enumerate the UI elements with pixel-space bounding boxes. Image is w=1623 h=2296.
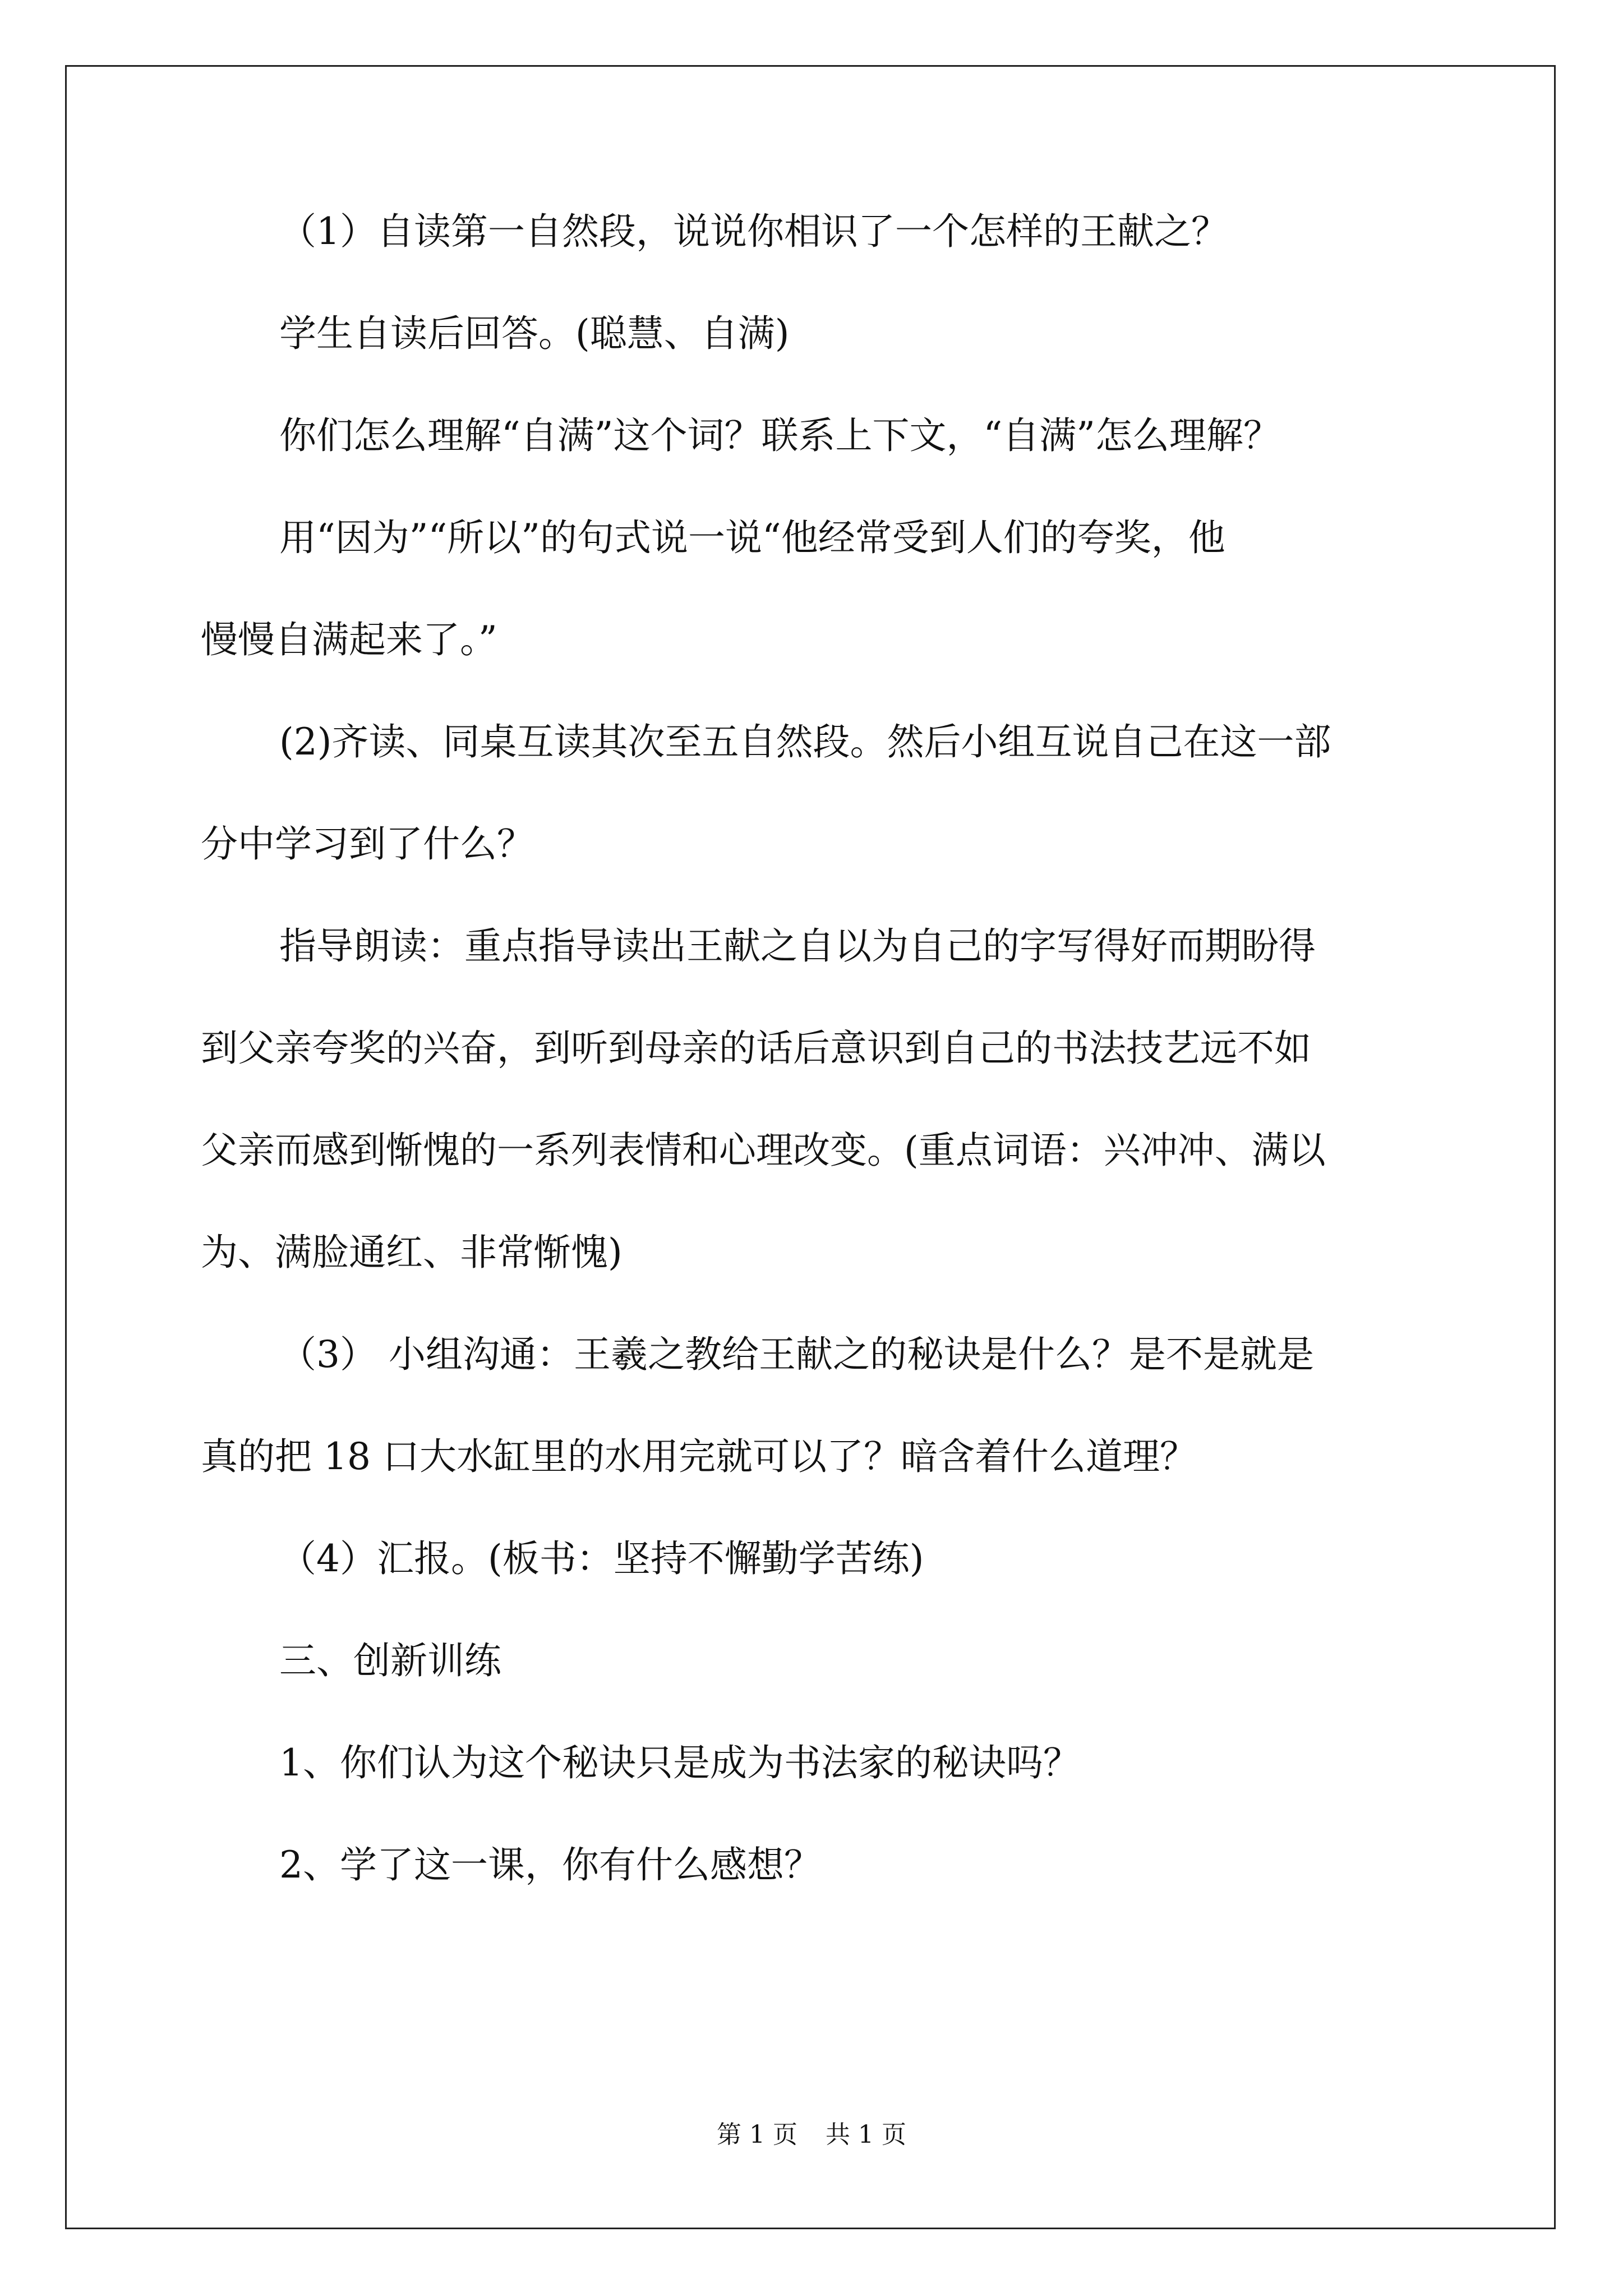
- paragraph-4-line-1: 用“因为”“所以”的句式说一说“他经常受到人们的夸奖，他: [279, 516, 1225, 559]
- paragraph-6-line-1: 指导朗读：重点指导读出王献之自以为自己的字写得好而期盼得: [279, 924, 1316, 968]
- page-total: 共 1 页: [826, 2120, 906, 2149]
- paragraph-3-line-1: 你们怎么理解“自满”这个词？联系上下文，“自满”怎么理解？: [279, 414, 1280, 457]
- paragraph-6-line-4: 为、满脸通红、非常惭愧): [201, 1231, 623, 1274]
- page-footer: [0, 2118, 1623, 2152]
- paragraph-7-line-1: （3） 小组沟通：王羲之教给王献之的秘诀是什么？是不是就是: [279, 1333, 1314, 1376]
- section-heading: 三、创新训练: [279, 1639, 501, 1682]
- paragraph-1-line-1: （1）自读第一自然段，说说你相识了一个怎样的王献之？: [279, 210, 1228, 253]
- paragraph-2-line-1: 学生自读后回答。(聪慧、自满): [279, 312, 790, 355]
- document-body: [201, 206, 1423, 1890]
- paragraph-10-line-1: 1、你们认为这个秘诀只是成为书法家的秘诀吗？: [279, 1741, 1080, 1784]
- paragraph-11-line-1: 2、学了这一课，你有什么感想？: [279, 1843, 821, 1887]
- page-number: 第 1 页: [717, 2120, 797, 2149]
- paragraph-6-line-3: 父亲而感到惭愧的一系列表情和心理改变。(重点词语：兴冲冲、满以: [201, 1129, 1326, 1172]
- paragraph-5-line-1: (2)齐读、同桌互读其次至五自然段。然后小组互说自己在这一部: [279, 720, 1331, 763]
- paragraph-8-line-1: （4）汇报。(板书：坚持不懈勤学苦练): [279, 1537, 924, 1580]
- paragraph-4-line-2: 慢慢自满起来了。”: [201, 618, 497, 661]
- paragraph-6-line-2: 到父亲夸奖的兴奋，到听到母亲的话后意识到自己的书法技艺远不如: [201, 1027, 1311, 1070]
- paragraph-7-line-2: 真的把 18 口大水缸里的水用完就可以了？暗含着什么道理？: [201, 1435, 1197, 1478]
- paragraph-5-line-2: 分中学习到了什么？: [201, 822, 534, 866]
